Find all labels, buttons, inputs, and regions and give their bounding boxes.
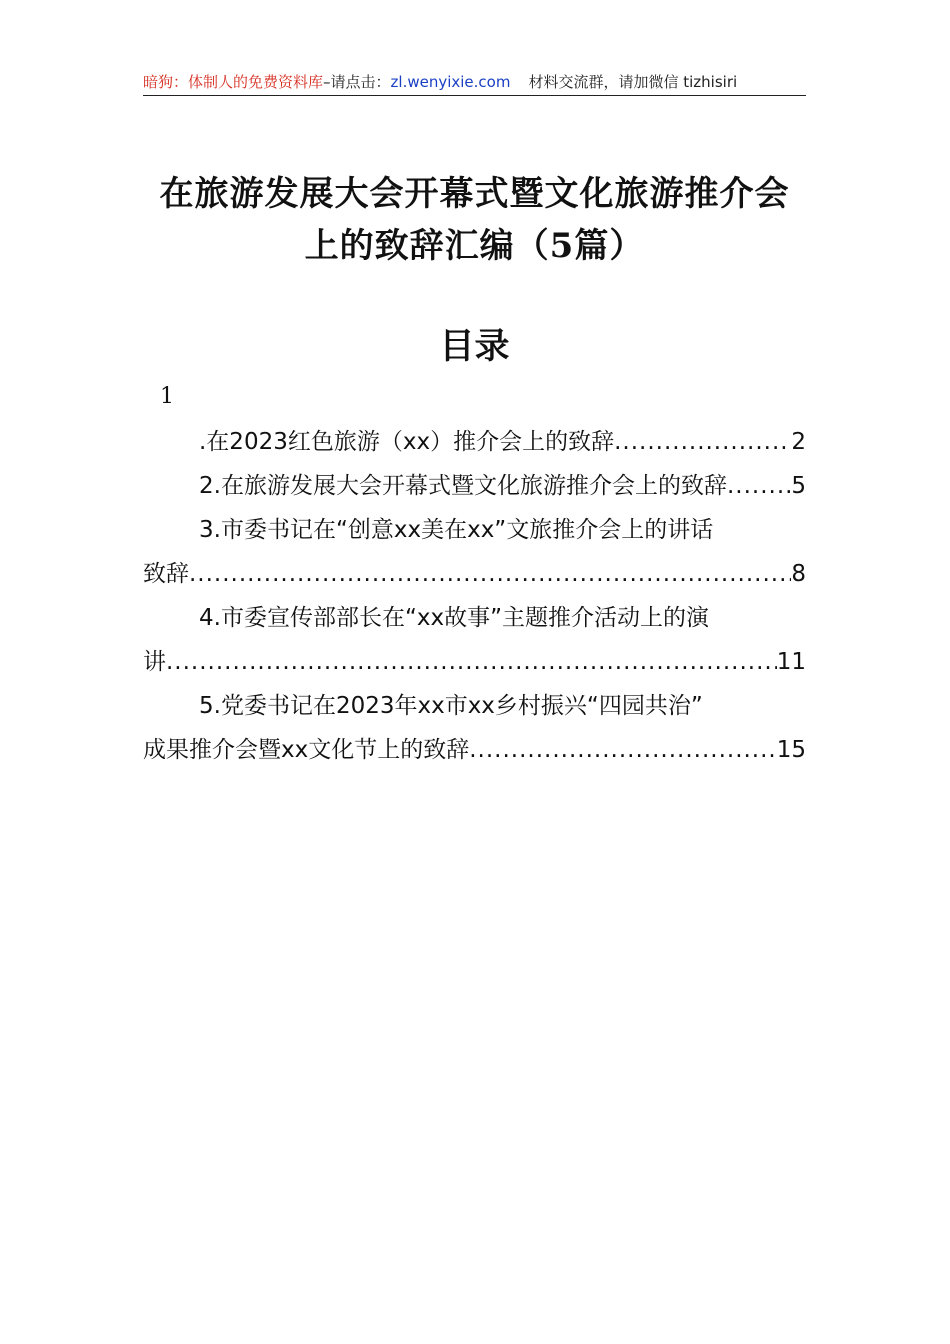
toc-entry-title: 5.党委书记在2023年xx市xx乡村振兴“四园共治” [199, 693, 703, 719]
header-link[interactable]: zl.wenyixie.com [390, 73, 511, 91]
toc-entry-5[interactable] [143, 684, 806, 772]
table-of-contents [143, 420, 806, 772]
toc-entry-title-cont: 讲 [143, 649, 166, 675]
toc-leader-dots [166, 640, 777, 684]
header-contact: 材料交流群，请加微信 tizhisiri [528, 73, 738, 91]
toc-leader-dots [727, 464, 791, 508]
toc-entry-title: 2.在旅游发展大会开幕式暨文化旅游推介会上的致辞 [199, 473, 727, 499]
toc-leader-dots [189, 552, 791, 596]
toc-entry-title: .在2023红色旅游（xx）推介会上的致辞 [199, 429, 615, 455]
toc-page-number: 15 [776, 737, 806, 763]
toc-page-number: 2 [791, 429, 806, 455]
toc-entry-title-cont: 致辞 [143, 561, 189, 587]
toc-leader-dots [469, 728, 776, 772]
page-header [143, 70, 806, 94]
toc-heading: 目录 [439, 326, 510, 367]
toc-stray-number: 1 [160, 384, 174, 409]
header-link-prefix: –请点击： [323, 73, 391, 91]
toc-entry-title-cont: 成果推介会暨xx文化节上的致辞 [143, 737, 470, 763]
document-title [143, 168, 806, 272]
toc-page-number: 5 [791, 473, 806, 499]
toc-entry-4[interactable] [143, 596, 806, 684]
toc-entry-title: 4.市委宣传部部长在“xx故事”主题推介活动上的演 [199, 605, 709, 631]
toc-entry-3[interactable] [143, 508, 806, 596]
title-line-2: 上的致辞汇编（5篇） [304, 226, 645, 266]
toc-leader-dots [614, 420, 791, 464]
title-line-1: 在旅游发展大会开幕式暨文化旅游推介会 [159, 174, 790, 214]
toc-entry-2[interactable] [143, 464, 806, 508]
header-brand[interactable]: 暗狗：体制人的免费资料库 [143, 73, 324, 91]
toc-page-number: 8 [791, 561, 806, 587]
toc-entry-title: 3.市委书记在“创意xx美在xx”文旅推介会上的讲话 [199, 517, 714, 543]
toc-page-number: 11 [776, 649, 806, 675]
toc-entry-1[interactable] [143, 420, 806, 464]
header-divider [143, 95, 806, 96]
